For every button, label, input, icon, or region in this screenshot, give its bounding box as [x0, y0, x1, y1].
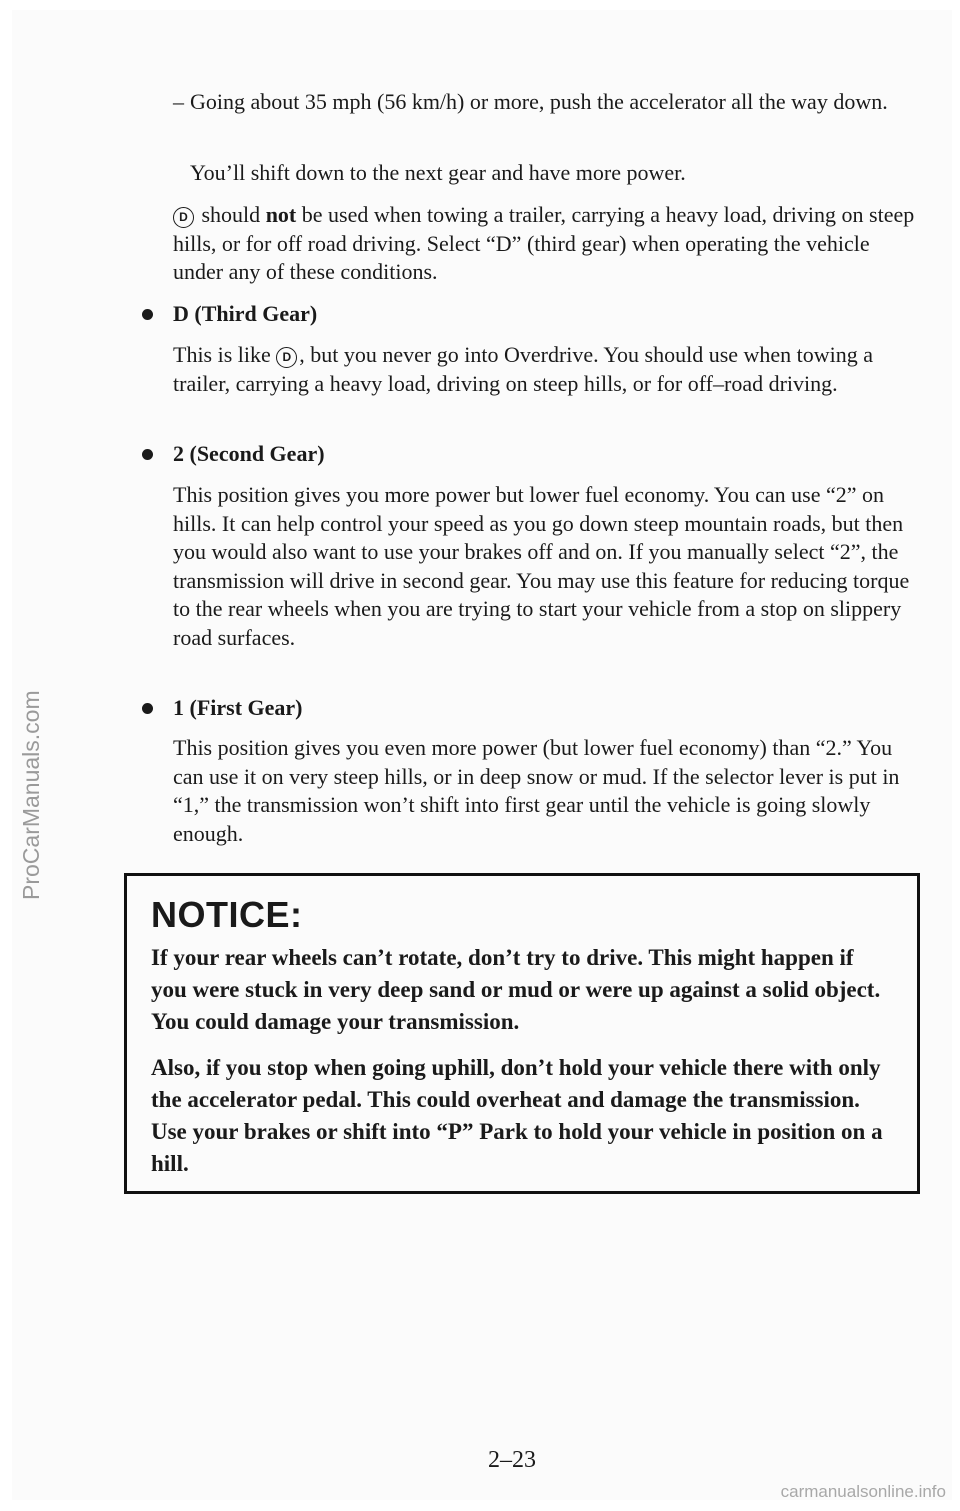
bullet-icon [142, 309, 153, 320]
downshift-note: You’ll shift down to the next gear and have more power. [190, 160, 686, 185]
notice-box [124, 873, 920, 1194]
bullet-icon [142, 703, 153, 714]
third-gear-heading: D (Third Gear) [173, 301, 318, 326]
bottom-watermark: carmanualsonline.info [780, 1482, 946, 1501]
first-gear-text: This position gives you even more power (but lower fuel economy) than “2.” You can use it on very steep hills, or in deep snow or mud. If the selector lever is put in “1,” the transmission won’t shift into first gear until the vehicle is going slowly enough. [173, 735, 900, 846]
overdrive-symbol-icon: D [276, 347, 297, 368]
overdrive-symbol-icon: D [173, 207, 194, 228]
first-gear-heading: 1 (First Gear) [173, 695, 303, 720]
page-number: 2–23 [488, 1447, 536, 1473]
overdrive-note [173, 201, 918, 287]
notice-paragraph-2: Also, if you stop when going uphill, don’t hold your vehicle there with only the accelerator pedal. This could overheat and damage the transmission. Use your brakes or shift into “P” Park to hold your vehicle in position on a hill. [151, 1055, 883, 1176]
bullet-icon [142, 449, 153, 460]
third-gear-text-pre: This is like [173, 342, 277, 367]
accelerator-dash-item [173, 88, 910, 117]
third-gear-text-post: , but you never go into Overdrive. You should use when towing a trailer, carrying a heavy load, driving on steep hills, or for off–road driving. [173, 342, 874, 396]
notice-paragraph-1: If your rear wheels can’t rotate, don’t try to drive. This might happen if you were stuck in very deep sand or mud or were up against a solid object. You could damage your transmission. [151, 945, 881, 1034]
second-gear-text: This position gives you more power but lower fuel economy. You can use “2” on hills. It can help control your speed as you go down steep mountain roads, but then you would also want to use your brakes off and on. If you manually select “2”, the transmission will drive in second gear. You may use this feature for reducing torque to the rear wheels when you are trying to start your vehicle from a stop on slippery road surfaces. [173, 482, 910, 650]
overdrive-note-pre: should [196, 202, 266, 227]
dash-item-text: Going about 35 mph (56 km/h) or more, push the accelerator all the way down. [190, 89, 888, 114]
notice-title: NOTICE: [151, 894, 303, 935]
overdrive-note-post: be used when towing a trailer, carrying a heavy load, driving on steep hills, or for off road driving. Select “D” (third gear) when operating the vehicle under any of these conditions. [173, 202, 915, 284]
second-gear-heading: 2 (Second Gear) [173, 441, 325, 466]
overdrive-note-emphasis: not [265, 202, 297, 227]
third-gear-text [173, 341, 918, 398]
dash-marker: – [173, 89, 184, 114]
side-watermark: ProCarManuals.com [18, 690, 44, 900]
